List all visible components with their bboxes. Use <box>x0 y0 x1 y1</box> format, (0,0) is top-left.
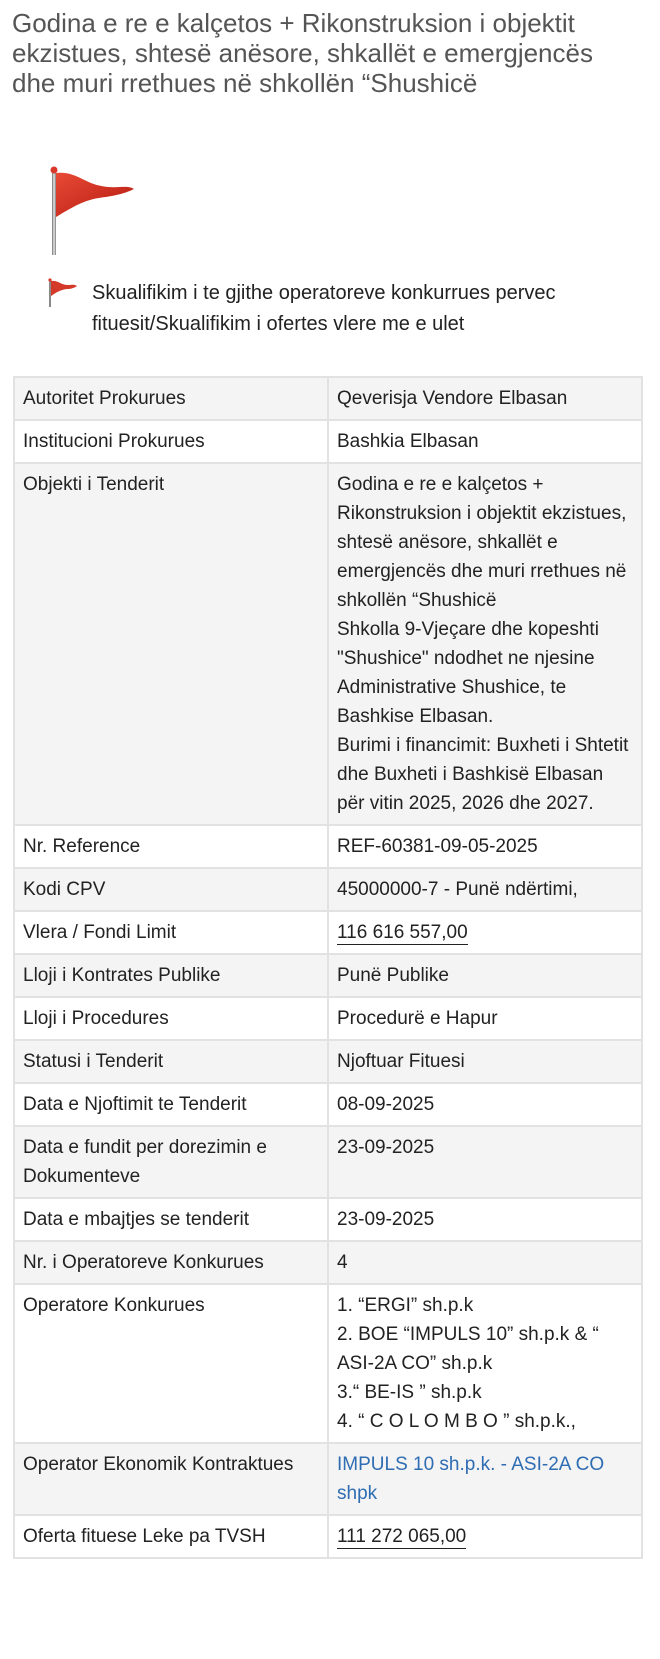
date-value: 23-09-2025 <box>328 1126 642 1198</box>
status-value: Njoftuar Fituesi <box>328 1040 642 1083</box>
row-label: Objekti i Tenderit <box>14 463 328 825</box>
operators-list <box>328 1284 642 1443</box>
row-label: Lloji i Kontrates Publike <box>14 954 328 997</box>
row-value: Punë Publike <box>328 954 642 997</box>
row-label: Operatore Konkurues <box>14 1284 328 1443</box>
table-row <box>14 997 642 1040</box>
operator-item: 1. “ERGI” sh.p.k <box>337 1295 474 1316</box>
row-label: Data e Njoftimit te Tenderit <box>14 1083 328 1126</box>
page-title: Godina e re e kalçetos + Rikonstruksion i objektit ekzistues, shtesë anësore, shkallët e emergjencës dhe muri rrethues në shkollën “Shushicë <box>12 8 593 98</box>
row-label: Vlera / Fondi Limit <box>14 911 328 954</box>
red-flag-icon <box>48 278 80 310</box>
row-label: Institucioni Prokurues <box>14 420 328 463</box>
table-row <box>14 1198 642 1241</box>
tender-object-value <box>328 463 642 825</box>
table-row <box>14 1126 642 1198</box>
notice-text: Skualifikim i te gjithe operatoreve konkurrues pervec fituesit/Skualifikim i ofertes vlere me e ulet <box>92 282 556 335</box>
operator-item: 2. BOE “IMPULS 10” sh.p.k & “ ASI-2A CO” sh.p.k <box>337 1324 599 1374</box>
table-row <box>14 911 642 954</box>
row-label: Nr. i Operatoreve Konkurues <box>14 1241 328 1284</box>
disqualification-notice <box>48 278 648 340</box>
row-label: Oferta fituese Leke pa TVSH <box>14 1515 328 1558</box>
row-label: Data e fundit per dorezimin e Dokumenteve <box>14 1126 328 1198</box>
date-value: 23-09-2025 <box>328 1198 642 1241</box>
table-row <box>14 1515 642 1558</box>
contractor-link[interactable]: IMPULS 10 sh.p.k. - ASI-2A CO shpk <box>337 1454 605 1504</box>
winning-offer-cell <box>328 1515 642 1558</box>
limit-fund-value: 116 616 557,00 <box>337 922 468 943</box>
table-row <box>14 377 642 420</box>
row-value: Qeverisja Vendore Elbasan <box>328 377 642 420</box>
row-value: Bashkia Elbasan <box>328 420 642 463</box>
cpv-value: 45000000-7 - Punë ndërtimi, <box>328 868 642 911</box>
table-row <box>14 868 642 911</box>
table-row <box>14 1040 642 1083</box>
contractor-cell <box>328 1443 642 1515</box>
table-row <box>14 1284 642 1443</box>
row-label: Lloji i Procedures <box>14 997 328 1040</box>
row-label: Kodi CPV <box>14 868 328 911</box>
tender-object-location: Shkolla 9-Vjeçare dhe kopeshti "Shushice" ndodhet ne njesine Administrative Shushice, te Bashkise Elbasan. <box>337 619 599 727</box>
table-row <box>14 463 642 825</box>
reference-value: REF-60381-09-05-2025 <box>328 825 642 868</box>
tender-object-funding: Burimi i financimit: Buxheti i Shtetit dhe Buxheti i Bashkisë Elbasan për vitin 2025, 2026 dhe 2027. <box>337 735 629 814</box>
table-row <box>14 420 642 463</box>
row-label: Statusi i Tenderit <box>14 1040 328 1083</box>
row-label: Data e mbajtjes se tenderit <box>14 1198 328 1241</box>
operator-item: 3.“ BE-IS ” sh.p.k <box>337 1382 482 1403</box>
table-row <box>14 1443 642 1515</box>
row-label: Autoritet Prokurues <box>14 377 328 420</box>
row-label: Nr. Reference <box>14 825 328 868</box>
table-row <box>14 954 642 997</box>
limit-fund-cell <box>328 911 642 954</box>
tender-details-table <box>13 376 643 1559</box>
table-row <box>14 1083 642 1126</box>
winning-offer-value: 111 272 065,00 <box>337 1526 467 1547</box>
operator-count-value: 4 <box>328 1241 642 1284</box>
operator-item: 4. “ C O L O M B O ” sh.p.k., <box>337 1411 576 1432</box>
date-value: 08-09-2025 <box>328 1083 642 1126</box>
row-value: Procedurë e Hapur <box>328 997 642 1040</box>
red-flag-icon <box>48 165 140 257</box>
table-row <box>14 1241 642 1284</box>
row-label: Operator Ekonomik Kontraktues <box>14 1443 328 1515</box>
tender-object-title: Godina e re e kalçetos + Rikonstruksion i objektit ekzistues, shtesë anësore, shkallët e emergjencës dhe muri rrethues në shkollën “Shushicë <box>337 474 627 611</box>
table-row <box>14 825 642 868</box>
